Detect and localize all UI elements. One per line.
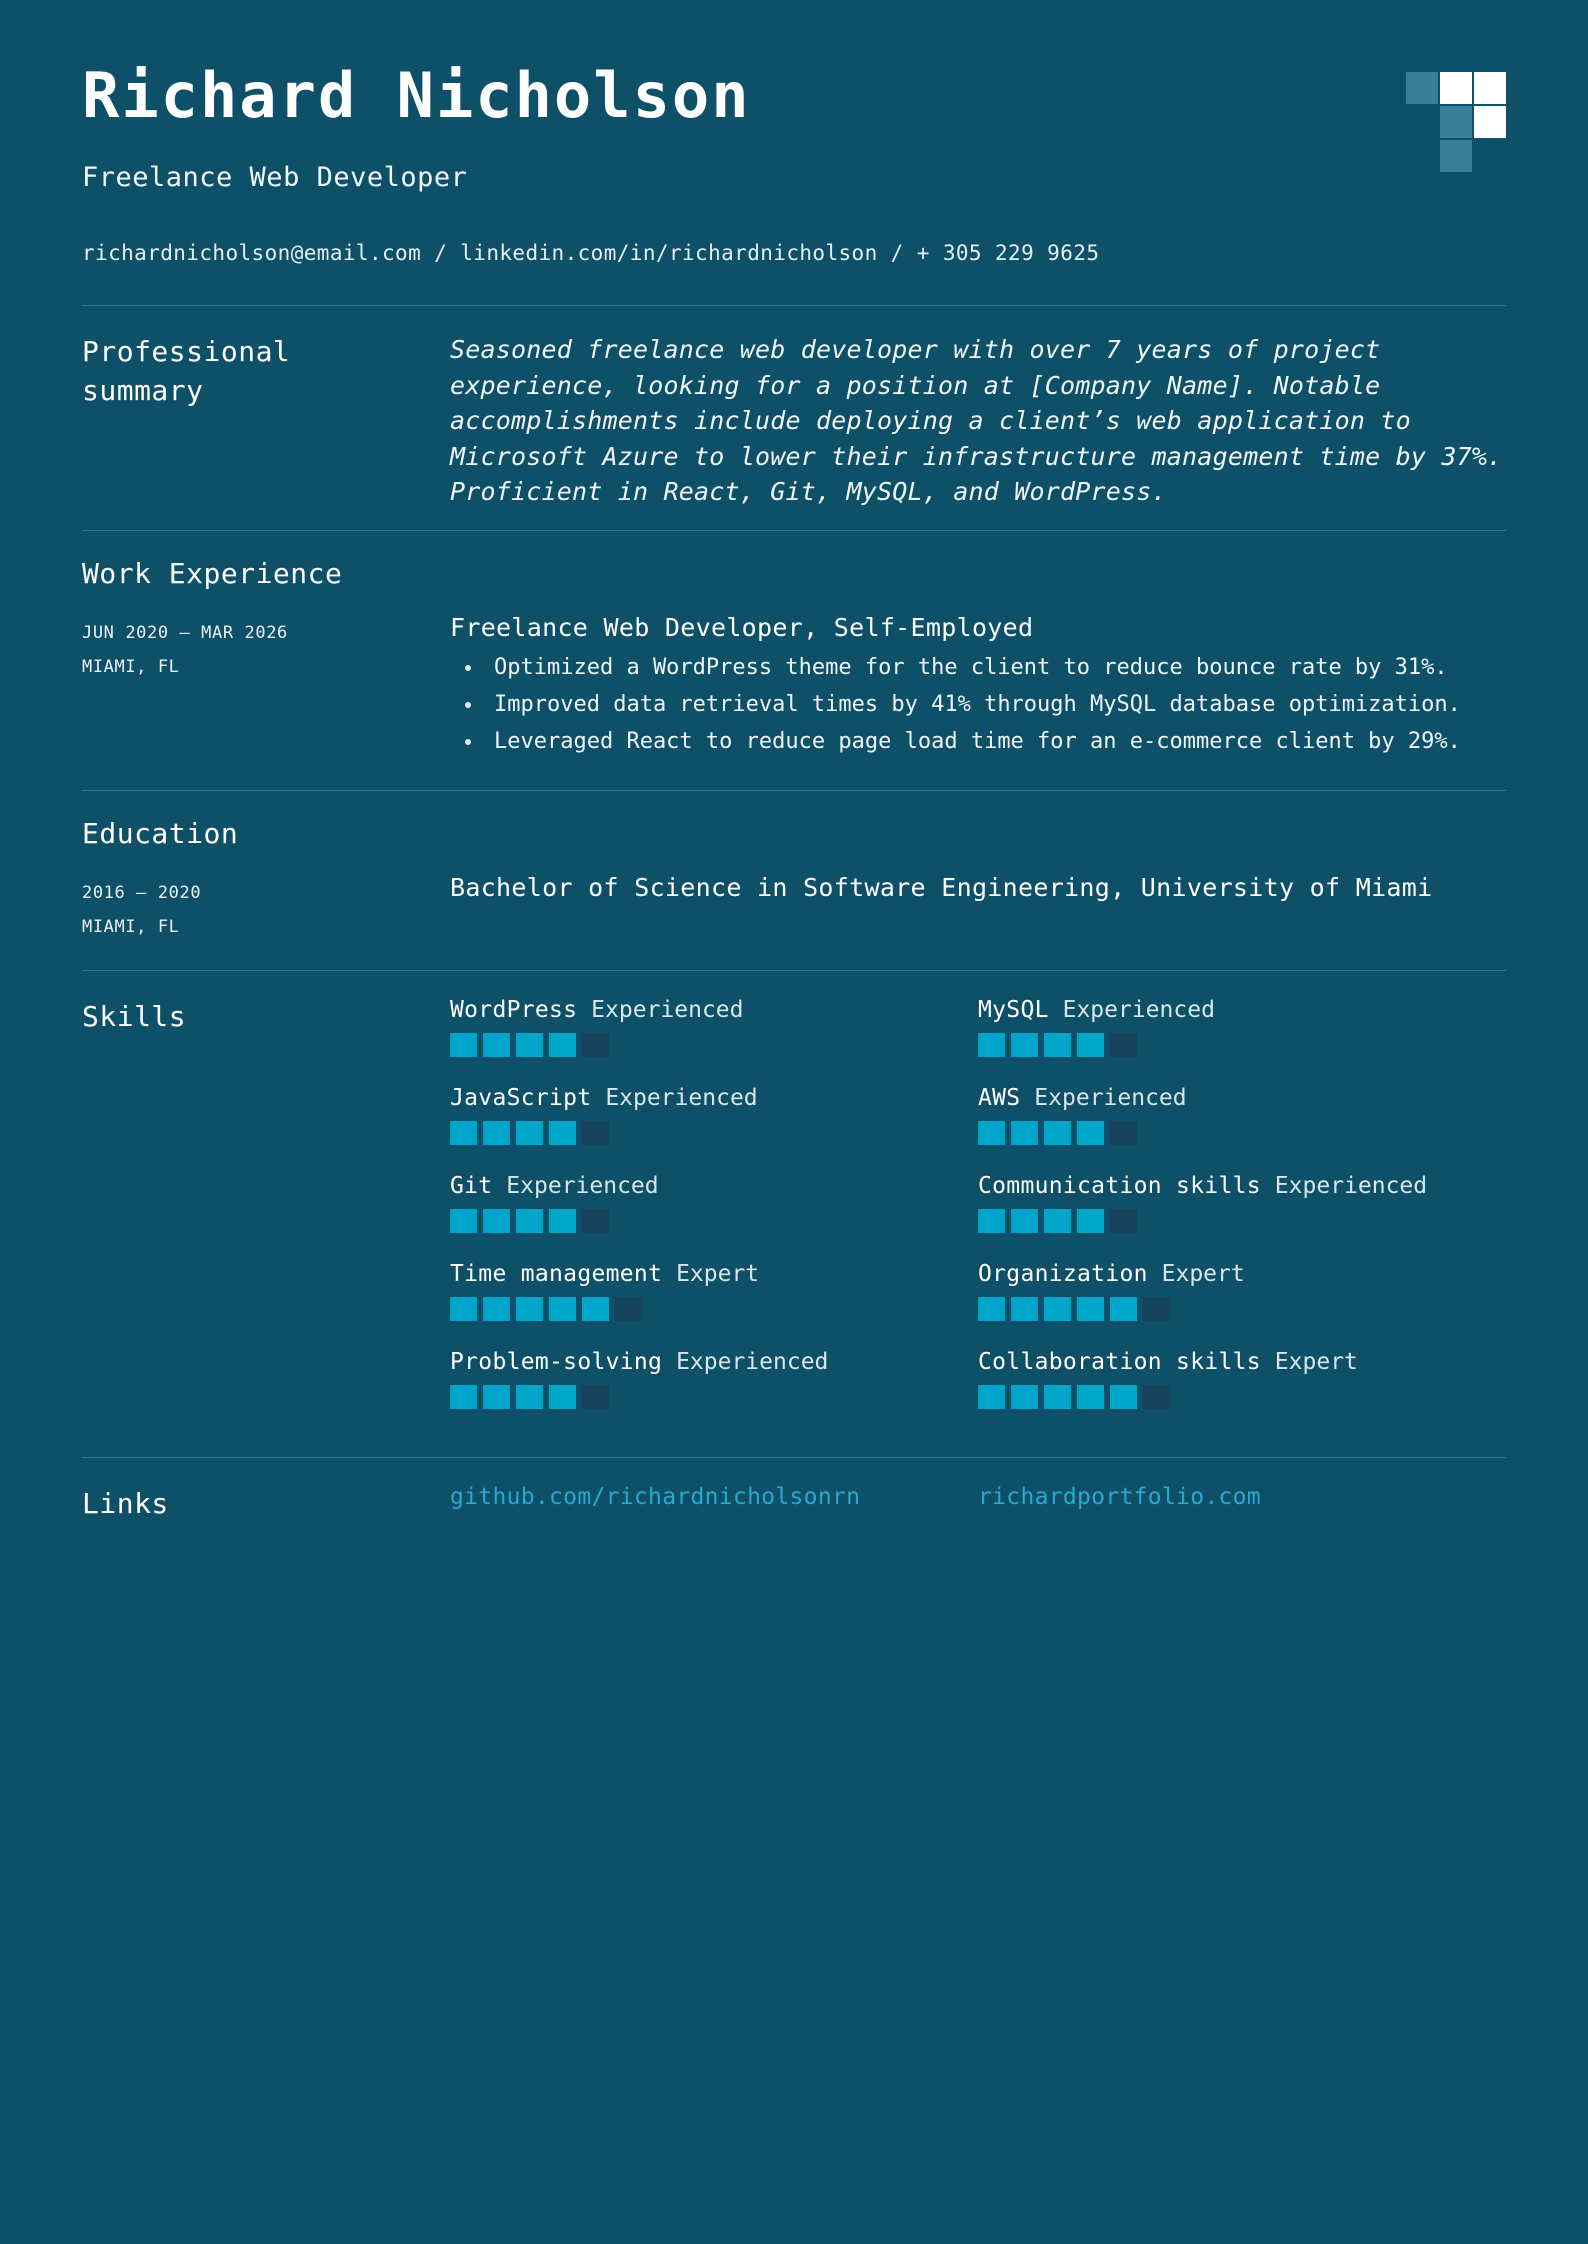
work-entry-meta	[82, 610, 450, 764]
skill-header	[450, 1261, 948, 1287]
work-entry-location: MIAMI, FL	[82, 656, 180, 677]
skill-rating-bar	[549, 1297, 576, 1321]
skill-level: Expert	[662, 1260, 760, 1287]
divider	[82, 530, 1506, 531]
skill-rating-bar	[582, 1209, 609, 1233]
skill-level: Experienced	[1260, 1172, 1428, 1199]
skill-level: Experienced	[492, 1172, 659, 1199]
skill-rating-bars	[978, 1209, 1476, 1233]
list-item: • Optimized a WordPress theme for the client to reduce bounce rate by 31%.	[484, 652, 1506, 683]
skill-rating-bar	[483, 1297, 510, 1321]
contact-line: richardnicholson@email.com / linkedin.com/in/richardnicholson / + 305 229 9625	[82, 241, 1100, 266]
divider	[82, 305, 1506, 306]
section-heading-work: Work Experience	[82, 556, 343, 590]
skill-rating-bar	[1011, 1297, 1038, 1321]
skill-rating-bar	[483, 1385, 510, 1409]
skill-item	[450, 1349, 978, 1409]
skill-name: WordPress	[450, 996, 578, 1023]
skill-item	[978, 997, 1506, 1057]
education-entry-meta	[82, 870, 450, 944]
skill-rating-bar	[450, 1385, 477, 1409]
divider	[82, 1457, 1506, 1458]
section-label-skills: Skills	[82, 999, 187, 1033]
divider	[82, 790, 1506, 791]
job-title: Freelance Web Developer	[82, 162, 468, 194]
skill-rating-bar	[1143, 1385, 1170, 1409]
skill-item	[450, 1261, 978, 1321]
skills-grid	[450, 997, 1506, 1437]
skill-rating-bar	[483, 1209, 510, 1233]
skill-rating-bar	[1011, 1385, 1038, 1409]
skill-rating-bar	[450, 1209, 477, 1233]
skill-rating-bars	[978, 1121, 1476, 1145]
skill-name: Time management	[450, 1260, 663, 1287]
skill-rating-bar	[582, 1297, 609, 1321]
skill-name: Git	[450, 1172, 493, 1199]
skill-rating-bar	[549, 1121, 576, 1145]
skill-name: AWS	[978, 1084, 1021, 1111]
skill-rating-bar	[549, 1033, 576, 1057]
skill-rating-bar	[1110, 1209, 1137, 1233]
skill-item	[450, 997, 978, 1057]
work-entry-title: Freelance Web Developer, Self-Employed	[450, 612, 1034, 642]
skill-rating-bar	[450, 1297, 477, 1321]
skill-rating-bar	[582, 1121, 609, 1145]
skill-rating-bars	[450, 1209, 948, 1233]
skill-rating-bars	[978, 1297, 1476, 1321]
work-entry	[82, 598, 1506, 790]
skill-rating-bar	[978, 1297, 1005, 1321]
skill-rating-bar	[1011, 1033, 1038, 1057]
skill-rating-bar	[549, 1209, 576, 1233]
skill-rating-bar	[978, 1385, 1005, 1409]
link-portfolio[interactable]: richardportfolio.com	[978, 1483, 1261, 1510]
summary-label-line2: summary	[82, 374, 204, 408]
section-skills	[82, 971, 1506, 1457]
divider	[82, 970, 1506, 971]
summary-label-line1: Professional	[82, 335, 291, 369]
skill-rating-bar	[516, 1209, 543, 1233]
section-professional-summary	[82, 306, 1506, 530]
skill-name: MySQL	[978, 996, 1049, 1023]
skill-level: Experienced	[1020, 1084, 1187, 1111]
skill-header	[450, 1349, 948, 1375]
section-links	[82, 1458, 1506, 1543]
skill-rating-bars	[450, 1385, 948, 1409]
logo-icon	[1406, 72, 1506, 172]
skill-rating-bars	[450, 1033, 948, 1057]
skill-rating-bar	[1044, 1297, 1071, 1321]
skill-header	[978, 1173, 1476, 1199]
skill-item	[450, 1085, 978, 1145]
skill-rating-bar	[978, 1121, 1005, 1145]
skill-header	[978, 1261, 1476, 1287]
skill-rating-bar	[582, 1385, 609, 1409]
skill-rating-bar	[1044, 1385, 1071, 1409]
education-entry-dates: 2016 — 2020	[82, 882, 202, 903]
skill-rating-bar	[549, 1385, 576, 1409]
section-education	[82, 791, 1506, 970]
skill-rating-bar	[1077, 1121, 1104, 1145]
skill-header	[450, 997, 948, 1023]
skill-rating-bar	[1110, 1385, 1137, 1409]
skill-rating-bar	[483, 1121, 510, 1145]
skill-item	[978, 1349, 1506, 1409]
skill-rating-bar	[483, 1033, 510, 1057]
skill-rating-bar	[1077, 1209, 1104, 1233]
skill-name: Organization	[978, 1260, 1148, 1287]
skill-rating-bar	[1044, 1209, 1071, 1233]
skill-rating-bar	[516, 1297, 543, 1321]
skill-rating-bar	[1110, 1033, 1137, 1057]
skill-rating-bar	[1110, 1121, 1137, 1145]
skill-header	[450, 1173, 948, 1199]
skill-name: Collaboration skills	[978, 1348, 1261, 1375]
skill-item	[978, 1173, 1506, 1233]
resume-header	[82, 0, 1506, 265]
skill-rating-bar	[1077, 1033, 1104, 1057]
skill-level: Expert	[1260, 1348, 1358, 1375]
skill-rating-bar	[1044, 1121, 1071, 1145]
skill-level: Experienced	[577, 996, 744, 1023]
education-entry-title: Bachelor of Science in Software Engineering, University of Miami	[450, 872, 1433, 902]
skill-header	[450, 1085, 948, 1111]
skill-item	[978, 1085, 1506, 1145]
skill-rating-bars	[978, 1033, 1476, 1057]
link-github[interactable]: github.com/richardnicholsonrn	[450, 1483, 861, 1510]
skill-rating-bars	[450, 1297, 948, 1321]
section-label-links: Links	[82, 1486, 169, 1520]
skill-rating-bar	[1143, 1297, 1170, 1321]
skill-level: Experienced	[591, 1084, 758, 1111]
skill-rating-bar	[1077, 1297, 1104, 1321]
section-work-experience	[82, 531, 1506, 790]
skill-level: Experienced	[662, 1348, 829, 1375]
education-entry	[82, 858, 1506, 970]
skill-rating-bars	[978, 1385, 1476, 1409]
skill-header	[978, 1349, 1476, 1375]
skill-level: Experienced	[1048, 996, 1215, 1023]
list-item: • Improved data retrieval times by 41% through MySQL database optimization.	[484, 689, 1506, 720]
skill-level: Expert	[1147, 1260, 1245, 1287]
skill-rating-bar	[1044, 1033, 1071, 1057]
skill-rating-bar	[1011, 1121, 1038, 1145]
skill-rating-bar	[978, 1209, 1005, 1233]
skill-rating-bars	[450, 1121, 948, 1145]
work-entry-bullets	[450, 652, 1506, 758]
skill-header	[978, 1085, 1476, 1111]
summary-text: Seasoned freelance web developer with over 7 years of project experience, looking for a position at [Company Name]. Notable accomplishments include deploying a client’s web application to Microsoft Azure to lower their infrastructure management time by 37%. Proficient in React, Git, MySQL, and WordPress.	[450, 335, 1503, 507]
skill-item	[450, 1173, 978, 1233]
skill-name: JavaScript	[450, 1084, 592, 1111]
skill-rating-bar	[516, 1121, 543, 1145]
list-item: • Leveraged React to reduce page load time for an e-commerce client by 29%.	[484, 726, 1506, 757]
skill-rating-bar	[978, 1033, 1005, 1057]
skill-rating-bar	[1110, 1297, 1137, 1321]
work-entry-dates: JUN 2020 — MAR 2026	[82, 622, 288, 643]
section-label-summary	[82, 332, 450, 510]
skill-header	[978, 997, 1476, 1023]
skill-rating-bar	[516, 1385, 543, 1409]
skill-item	[978, 1261, 1506, 1321]
education-entry-location: MIAMI, FL	[82, 916, 180, 937]
page-title: Richard Nicholson	[82, 59, 751, 132]
section-heading-education: Education	[82, 816, 239, 850]
skill-name: Communication skills	[978, 1172, 1261, 1199]
skill-rating-bar	[1077, 1385, 1104, 1409]
skill-rating-bar	[516, 1033, 543, 1057]
skill-rating-bar	[450, 1121, 477, 1145]
skill-rating-bar	[582, 1033, 609, 1057]
skill-rating-bar	[615, 1297, 642, 1321]
skill-rating-bar	[1011, 1209, 1038, 1233]
skill-name: Problem-solving	[450, 1348, 663, 1375]
skill-rating-bar	[450, 1033, 477, 1057]
links-row	[450, 1484, 1506, 1510]
